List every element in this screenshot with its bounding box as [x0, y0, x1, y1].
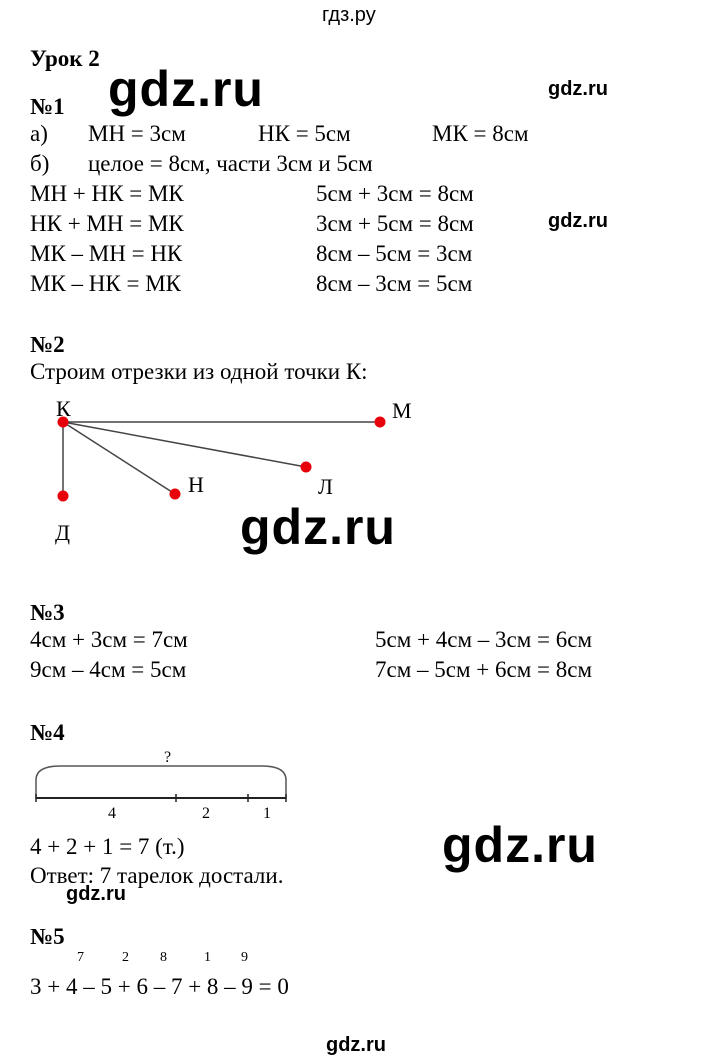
task4-expression: 4 + 2 + 1 = 7 (т.): [30, 834, 185, 859]
task1-row-a-marker: а): [30, 121, 48, 146]
point-n: [170, 489, 181, 500]
label-n: Н: [188, 472, 204, 497]
task1-line-right: 5см + 3см = 8см: [316, 181, 474, 206]
task1-row-b-text: целое = 8см, части 3см и 5см: [88, 151, 373, 176]
point-m: [375, 417, 386, 428]
task3-line-right: 5см + 4см – 3см = 6см: [375, 627, 592, 652]
watermark: gdz.ru: [240, 499, 396, 555]
label-l: Л: [318, 474, 333, 499]
segment-label: 4: [108, 805, 116, 822]
task1-line-left: НК + МН = МК: [30, 211, 184, 236]
task1-row-a-nk: НК = 5см: [258, 121, 351, 146]
task1-row-b-marker: б): [30, 151, 50, 176]
task5-above-number: 8: [160, 950, 167, 965]
point-d: [58, 491, 69, 502]
task1-line-left: МК – НК = МК: [30, 271, 182, 296]
task3-line-left: 9см – 4см = 5см: [30, 657, 187, 682]
task1-line-left: МК – МН = НК: [30, 241, 183, 266]
brace-arc: [36, 766, 286, 798]
task5-above-number: 2: [122, 950, 129, 965]
task4-label: №4: [30, 720, 65, 745]
watermark: gdz.ru: [548, 78, 608, 100]
label-d: Д: [55, 520, 71, 545]
watermark: gdz.ru: [108, 61, 264, 117]
segment-sum-diagram: [0, 740, 320, 825]
task5-above-number: 7: [77, 950, 84, 965]
task5-above-number: 1: [204, 950, 211, 965]
task1-line-left: МН + НК = МК: [30, 181, 184, 206]
watermark: gdz.ru: [66, 883, 126, 905]
task1-line-right: 8см – 5см = 3см: [316, 241, 473, 266]
segment-label: 2: [202, 805, 210, 822]
task1-line-right: 8см – 3см = 5см: [316, 271, 473, 296]
task1-row-a-mn: МН = 3см: [88, 121, 186, 146]
task1-label: №1: [30, 94, 65, 119]
point-l: [301, 462, 312, 473]
question-mark: ?: [164, 749, 172, 766]
segment-label: 1: [263, 805, 271, 822]
watermark: gdz.ru: [442, 817, 598, 873]
task4-answer: Ответ: 7 тарелок достали.: [30, 863, 284, 888]
label-k: К: [56, 396, 71, 421]
task3-line-left: 4см + 3см = 7см: [30, 627, 188, 652]
task1-row-a-mk: МК = 8см: [432, 121, 529, 146]
site-header: гдз.ру: [322, 4, 376, 26]
task2-label: №2: [30, 332, 65, 357]
watermark: gdz.ru: [548, 210, 608, 232]
task3-label: №3: [30, 600, 65, 625]
segments-diagram: [0, 390, 460, 550]
task3-line-right: 7см – 5см + 6см = 8см: [375, 657, 592, 682]
lesson-title: Урок 2: [30, 46, 100, 71]
task1-line-right: 3см + 5см = 8см: [316, 211, 474, 236]
task5-expression: 3 + 4 – 5 + 6 – 7 + 8 – 9 = 0: [30, 974, 289, 999]
task5-label: №5: [30, 924, 65, 949]
label-m: М: [392, 398, 412, 423]
segment-kl: [63, 422, 306, 467]
task5-above-number: 9: [241, 950, 248, 965]
watermark: gdz.ru: [326, 1034, 386, 1056]
task2-text: Строим отрезки из одной точки К:: [30, 359, 368, 384]
